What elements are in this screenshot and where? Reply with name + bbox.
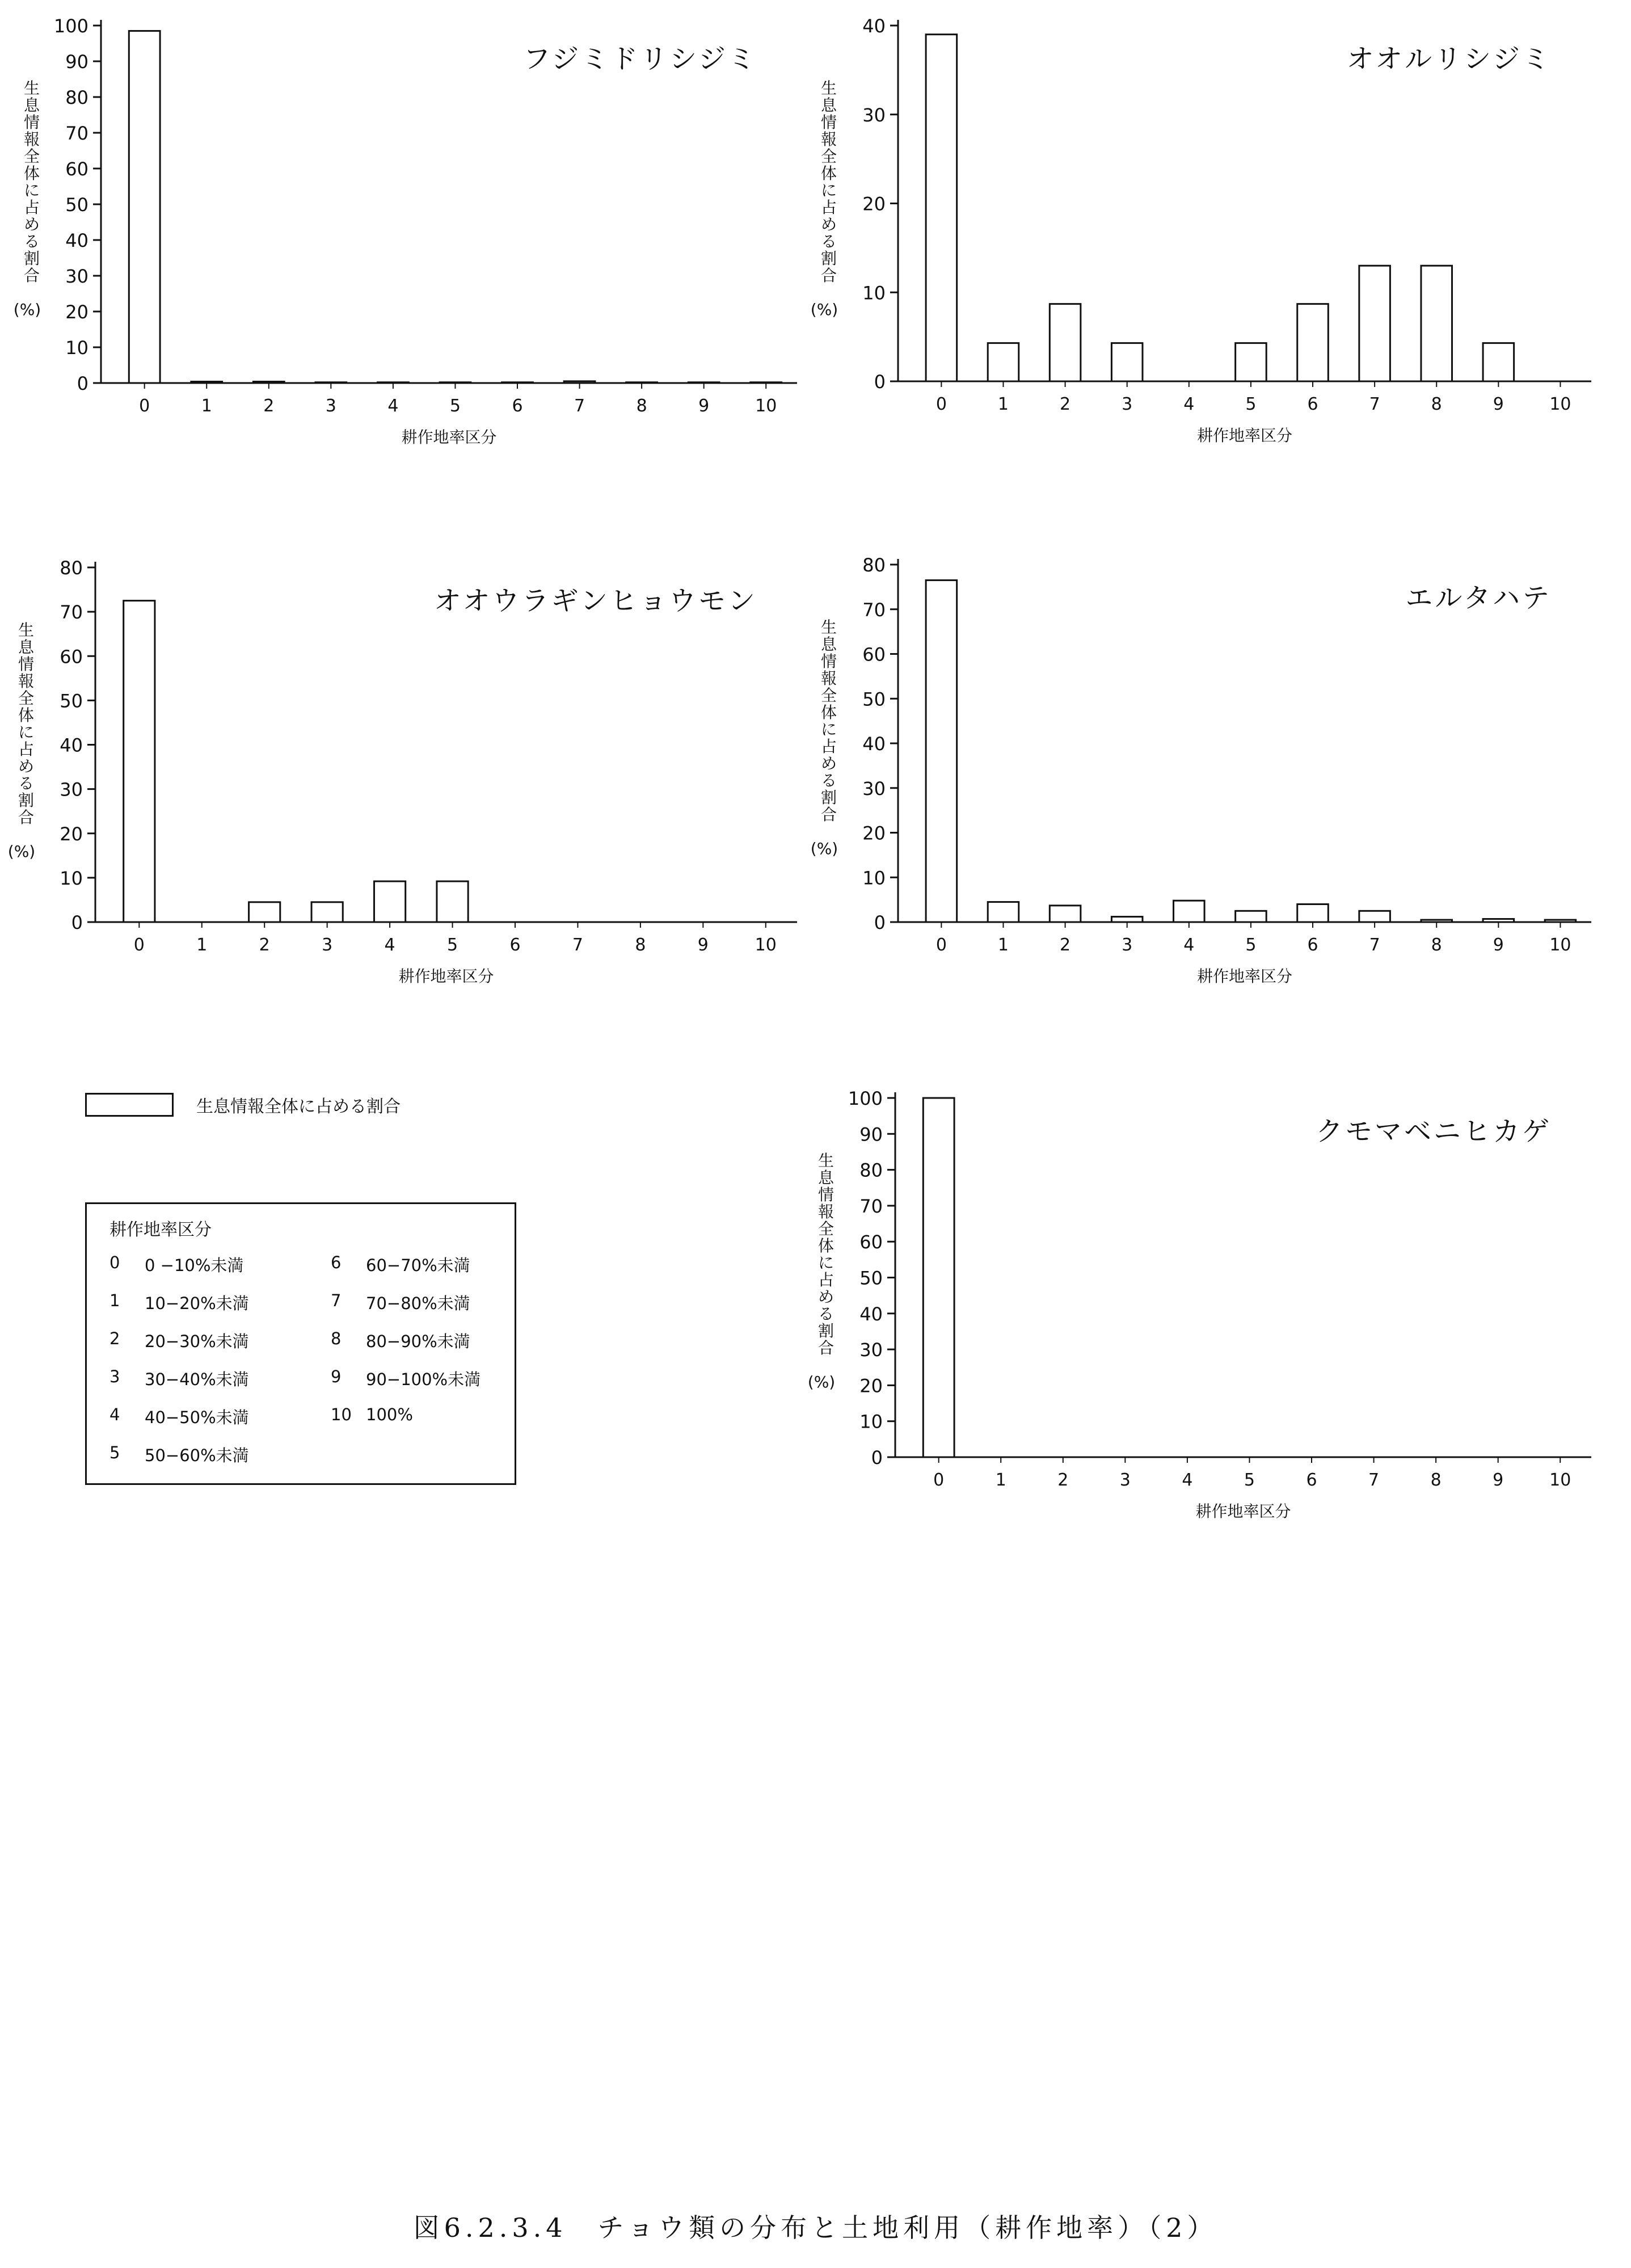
y-tick-label: 30	[862, 104, 886, 126]
x-tick-label: 7	[574, 396, 585, 416]
chart-title: フジミドリシジミ	[523, 43, 757, 75]
bar	[1236, 343, 1267, 381]
bar	[124, 601, 155, 922]
bar	[688, 382, 719, 383]
x-tick-label: 7	[1368, 1470, 1380, 1490]
y-tick-label: 80	[862, 554, 886, 576]
y-tick-label: 60	[862, 643, 886, 666]
y-axis-label-char: め	[820, 754, 837, 773]
y-tick-label: 50	[859, 1267, 883, 1289]
y-axis-label-char: 情	[820, 113, 837, 132]
x-tick-label: 6	[512, 396, 523, 416]
y-tick-label: 20	[862, 822, 886, 844]
y-tick-label: 60	[65, 158, 88, 180]
bar	[1111, 917, 1143, 922]
x-tick-label: 6	[1307, 394, 1318, 414]
x-tick-label: 3	[1122, 935, 1133, 955]
x-tick-label: 4	[1183, 394, 1195, 414]
y-axis-label-unit: (%)	[7, 842, 36, 861]
y-tick-label: 10	[65, 337, 88, 359]
y-axis-label-char: め	[820, 215, 837, 234]
y-axis-label-char: に	[18, 723, 35, 742]
y-tick-label: 0	[71, 912, 83, 933]
bar	[1297, 304, 1329, 381]
x-tick-label: 0	[139, 396, 150, 416]
class-code: 9	[331, 1367, 342, 1386]
x-tick-label: 9	[1493, 935, 1504, 955]
x-tick-label: 5	[1245, 935, 1257, 955]
y-tick-label: 80	[60, 557, 83, 579]
y-axis-label-char: め	[817, 1287, 835, 1306]
bar	[1483, 919, 1514, 922]
x-tick-label: 9	[698, 396, 710, 416]
class-item	[331, 1367, 501, 1390]
x-tick-label: 10	[1549, 394, 1571, 414]
bar	[626, 382, 658, 383]
x-tick-label: 1	[995, 1470, 1006, 1490]
y-axis-label-char: 体	[23, 164, 40, 183]
class-item	[109, 1367, 331, 1390]
y-axis-label-char: に	[820, 181, 837, 200]
bar	[1111, 343, 1143, 381]
x-axis-label: 耕作地率区分	[401, 428, 497, 447]
y-axis-label-char: る	[820, 232, 837, 251]
bar	[564, 381, 595, 383]
y-tick-label: 100	[53, 15, 88, 37]
bar	[191, 381, 222, 383]
y-axis-label-char: 息	[820, 96, 837, 115]
class-code: 8	[331, 1329, 342, 1348]
y-tick-label: 10	[60, 867, 83, 889]
y-axis-label-char: 占	[817, 1270, 835, 1289]
y-axis-label-char: 生	[18, 621, 35, 639]
y-axis-label-char: る	[18, 774, 35, 793]
y-tick-label: 80	[65, 87, 88, 108]
y-tick-label: 40	[862, 733, 886, 755]
x-tick-label: 3	[1119, 1470, 1131, 1490]
y-axis-label-char: 全	[18, 689, 35, 708]
x-tick-label: 10	[1549, 1470, 1571, 1490]
bar	[1236, 911, 1267, 922]
x-tick-label: 4	[384, 935, 395, 955]
bar	[374, 881, 405, 922]
x-tick-label: 3	[1122, 394, 1133, 414]
class-label: 90−100%未満	[366, 1370, 481, 1389]
x-tick-label: 7	[1369, 935, 1380, 955]
class-code: 4	[109, 1405, 120, 1424]
x-tick-label: 5	[446, 935, 458, 955]
y-axis-label-char: 体	[820, 703, 837, 722]
bar	[1050, 304, 1081, 381]
y-axis-label-char: 全	[820, 147, 837, 166]
x-tick-label: 2	[259, 935, 270, 955]
class-label: 0 −10%未満	[145, 1256, 244, 1275]
bar	[1297, 904, 1329, 923]
x-tick-label: 2	[1060, 935, 1071, 955]
x-tick-label: 1	[201, 396, 212, 416]
class-item	[331, 1291, 501, 1314]
x-tick-label: 1	[997, 935, 1009, 955]
class-code: 2	[109, 1329, 120, 1348]
x-tick-label: 6	[1307, 935, 1318, 955]
x-tick-label: 0	[935, 935, 947, 955]
bar	[129, 31, 160, 383]
y-axis-label-char: 占	[23, 198, 40, 217]
bar	[437, 881, 468, 922]
x-tick-label: 1	[997, 394, 1009, 414]
figure-caption: 図6.2.3.4 チョウ類の分布と土地利用（耕作地率）（2）	[413, 2212, 1218, 2243]
bar	[311, 902, 343, 922]
y-tick-label: 40	[65, 230, 88, 251]
y-tick-label: 70	[65, 123, 88, 144]
y-axis-label-char: 生	[23, 79, 40, 98]
y-axis-label-char: る	[23, 232, 40, 251]
y-tick-label: 20	[862, 193, 886, 215]
x-tick-label: 7	[572, 935, 583, 955]
y-tick-label: 40	[862, 15, 886, 37]
class-label: 70−80%未満	[366, 1294, 470, 1313]
class-code: 0	[109, 1253, 120, 1272]
y-tick-label: 30	[859, 1339, 883, 1361]
bar	[751, 382, 782, 383]
class-label: 40−50%未満	[145, 1408, 249, 1427]
y-tick-label: 70	[859, 1195, 883, 1217]
bar	[1050, 906, 1081, 922]
legend-swatch	[85, 1093, 174, 1117]
y-axis-label-char: 合	[23, 266, 40, 285]
class-code: 6	[331, 1253, 342, 1272]
y-axis-label-char: 息	[817, 1168, 835, 1187]
y-tick-label: 100	[848, 1088, 883, 1109]
class-label: 100%	[366, 1405, 413, 1424]
x-tick-label: 1	[196, 935, 208, 955]
chart-title: エルタハテ	[1405, 582, 1552, 614]
class-item	[109, 1291, 331, 1314]
class-label: 50−60%未満	[145, 1446, 249, 1465]
y-axis-label-char: 生	[820, 79, 837, 98]
y-axis-label-char: 占	[18, 740, 35, 759]
x-tick-label: 9	[697, 935, 709, 955]
y-axis-label-char: 体	[820, 164, 837, 183]
bar	[1359, 911, 1390, 922]
x-axis-label: 耕作地率区分	[398, 967, 494, 986]
y-tick-label: 90	[65, 51, 88, 73]
x-tick-label: 8	[1430, 1470, 1442, 1490]
y-axis-label-char: 割	[23, 249, 40, 268]
y-axis-label-char: 情	[820, 652, 837, 671]
y-axis-label-unit: (%)	[810, 839, 838, 858]
x-tick-label: 3	[322, 935, 333, 955]
y-axis-label-char: 報	[820, 669, 837, 688]
class-code: 1	[109, 1291, 120, 1310]
class-code: 10	[331, 1405, 352, 1424]
bar	[988, 902, 1019, 922]
x-tick-label: 10	[755, 935, 777, 955]
y-tick-label: 40	[60, 734, 83, 756]
class-item	[109, 1405, 331, 1428]
x-tick-label: 6	[509, 935, 521, 955]
y-tick-label: 50	[60, 690, 83, 712]
y-axis-label-char: に	[23, 181, 40, 200]
y-tick-label: 30	[60, 779, 83, 801]
class-grid	[109, 1253, 492, 1466]
y-axis-label-char: 全	[23, 147, 40, 166]
y-tick-label: 0	[77, 373, 88, 394]
y-axis-label-char: に	[820, 720, 837, 739]
y-axis-label-char: め	[23, 215, 40, 234]
y-tick-label: 0	[874, 371, 886, 393]
bar	[253, 381, 284, 383]
y-tick-label: 70	[862, 599, 886, 621]
y-axis-label-char: 情	[23, 113, 40, 132]
y-axis-label-char: 全	[817, 1219, 835, 1238]
y-axis-label-char: 割	[817, 1322, 835, 1340]
class-label: 80−90%未満	[366, 1332, 470, 1351]
class-code: 5	[109, 1443, 120, 1462]
y-axis-label-char: 息	[23, 96, 40, 115]
y-tick-label: 60	[60, 646, 83, 668]
bar	[1421, 920, 1452, 922]
bar	[440, 382, 471, 383]
class-table	[85, 1202, 516, 1485]
bar	[315, 382, 347, 383]
class-code: 3	[109, 1367, 120, 1386]
x-tick-label: 9	[1493, 1470, 1504, 1490]
class-label: 20−30%未満	[145, 1332, 249, 1351]
y-axis-label-char: る	[820, 771, 837, 790]
x-tick-label: 0	[935, 394, 947, 414]
x-axis-label: 耕作地率区分	[1196, 967, 1293, 986]
y-axis-label-char: 割	[820, 249, 837, 268]
x-tick-label: 8	[635, 935, 646, 955]
y-axis-label-char: る	[817, 1305, 835, 1323]
x-tick-label: 6	[1306, 1470, 1317, 1490]
y-axis-label-char: 体	[18, 706, 35, 725]
bar	[1545, 920, 1576, 922]
x-tick-label: 0	[133, 935, 145, 955]
bar	[923, 1098, 954, 1457]
y-tick-label: 10	[862, 282, 886, 304]
x-tick-label: 7	[1369, 394, 1380, 414]
x-tick-label: 4	[1182, 1470, 1193, 1490]
x-tick-label: 2	[1060, 394, 1071, 414]
y-tick-label: 10	[862, 867, 886, 889]
chart-title: オオルリシジミ	[1346, 43, 1552, 75]
class-item	[109, 1329, 331, 1352]
x-tick-label: 8	[1431, 935, 1442, 955]
x-tick-label: 2	[1057, 1470, 1069, 1490]
y-axis-label-char: 合	[18, 808, 35, 827]
x-tick-label: 0	[933, 1470, 945, 1490]
x-axis-label: 耕作地率区分	[1196, 426, 1293, 445]
y-axis-label-char: め	[18, 757, 35, 776]
x-tick-label: 4	[387, 396, 399, 416]
legend-series-label: 生息情報全体に占める割合	[196, 1097, 401, 1117]
y-tick-label: 10	[859, 1411, 883, 1433]
y-axis-label-char: 情	[817, 1185, 835, 1204]
class-label: 60−70%未満	[366, 1256, 470, 1275]
y-axis-label-unit: (%)	[810, 300, 838, 319]
y-axis-label-char: 体	[817, 1236, 835, 1255]
y-tick-label: 50	[862, 688, 886, 710]
bar	[502, 382, 533, 383]
y-axis-label-unit: (%)	[13, 300, 41, 319]
legend-series	[85, 1092, 539, 1117]
x-axis-label: 耕作地率区分	[1195, 1502, 1291, 1521]
y-axis-label-char: 報	[817, 1202, 835, 1221]
class-item	[331, 1253, 501, 1276]
y-tick-label: 70	[60, 601, 83, 624]
y-axis-label-char: 報	[18, 672, 35, 691]
y-tick-label: 60	[859, 1231, 883, 1253]
class-item	[109, 1253, 331, 1276]
x-tick-label: 10	[1549, 935, 1571, 955]
y-tick-label: 40	[859, 1303, 883, 1325]
x-tick-label: 10	[755, 396, 777, 416]
y-axis-label-unit: (%)	[807, 1373, 836, 1391]
class-item	[331, 1329, 501, 1352]
chart-title: クモマベニヒカゲ	[1315, 1116, 1552, 1147]
x-tick-label: 5	[1244, 1470, 1255, 1490]
y-axis-label-char: 割	[820, 788, 837, 807]
y-axis-label-char: 占	[820, 198, 837, 217]
x-tick-label: 8	[636, 396, 647, 416]
bar	[1174, 901, 1205, 922]
y-tick-label: 90	[859, 1124, 883, 1146]
x-tick-label: 9	[1493, 394, 1504, 414]
bar	[1359, 266, 1390, 381]
y-axis-label-char: 占	[820, 737, 837, 756]
legend-area	[85, 1092, 539, 1485]
bar	[1421, 266, 1452, 381]
x-tick-label: 8	[1431, 394, 1442, 414]
y-axis-label-char: 合	[820, 805, 837, 824]
x-tick-label: 4	[1183, 935, 1195, 955]
y-tick-label: 20	[65, 301, 88, 323]
y-axis-label-char: 報	[23, 130, 40, 149]
y-axis-label-char: 息	[18, 638, 35, 657]
y-axis-label-char: 息	[820, 635, 837, 654]
bar	[988, 343, 1019, 381]
y-axis-label-char: 生	[817, 1151, 835, 1170]
class-label: 30−40%未満	[145, 1370, 249, 1389]
y-tick-label: 30	[65, 266, 88, 287]
y-tick-label: 20	[859, 1375, 883, 1397]
x-tick-label: 2	[263, 396, 275, 416]
class-item	[331, 1405, 501, 1428]
class-code: 7	[331, 1291, 342, 1310]
x-tick-label: 5	[1245, 394, 1257, 414]
class-item	[109, 1443, 331, 1466]
y-tick-label: 20	[60, 823, 83, 845]
y-axis-label-char: 情	[18, 655, 35, 674]
y-axis-label-char: 合	[817, 1339, 835, 1357]
bar	[926, 580, 957, 922]
bar	[926, 35, 957, 381]
y-axis-label-char: 割	[18, 791, 35, 810]
chart-title: オオウラギンヒョウモン	[433, 585, 757, 617]
y-tick-label: 50	[65, 194, 88, 216]
y-axis-label-char: 合	[820, 266, 837, 285]
bar	[378, 382, 409, 383]
y-tick-label: 80	[859, 1159, 883, 1181]
y-axis-label-char: 全	[820, 686, 837, 705]
x-tick-label: 3	[325, 396, 336, 416]
y-axis-label-char: 報	[820, 130, 837, 149]
y-tick-label: 0	[874, 912, 886, 933]
y-axis-label-char: に	[817, 1253, 835, 1272]
class-label: 10−20%未満	[145, 1294, 249, 1313]
y-tick-label: 30	[862, 777, 886, 800]
bar	[249, 902, 280, 922]
x-tick-label: 5	[449, 396, 461, 416]
y-axis-label-char: 生	[820, 618, 837, 637]
class-table-title: 耕作地率区分	[109, 1220, 212, 1240]
bar	[1483, 343, 1514, 381]
y-tick-label: 0	[871, 1447, 883, 1468]
